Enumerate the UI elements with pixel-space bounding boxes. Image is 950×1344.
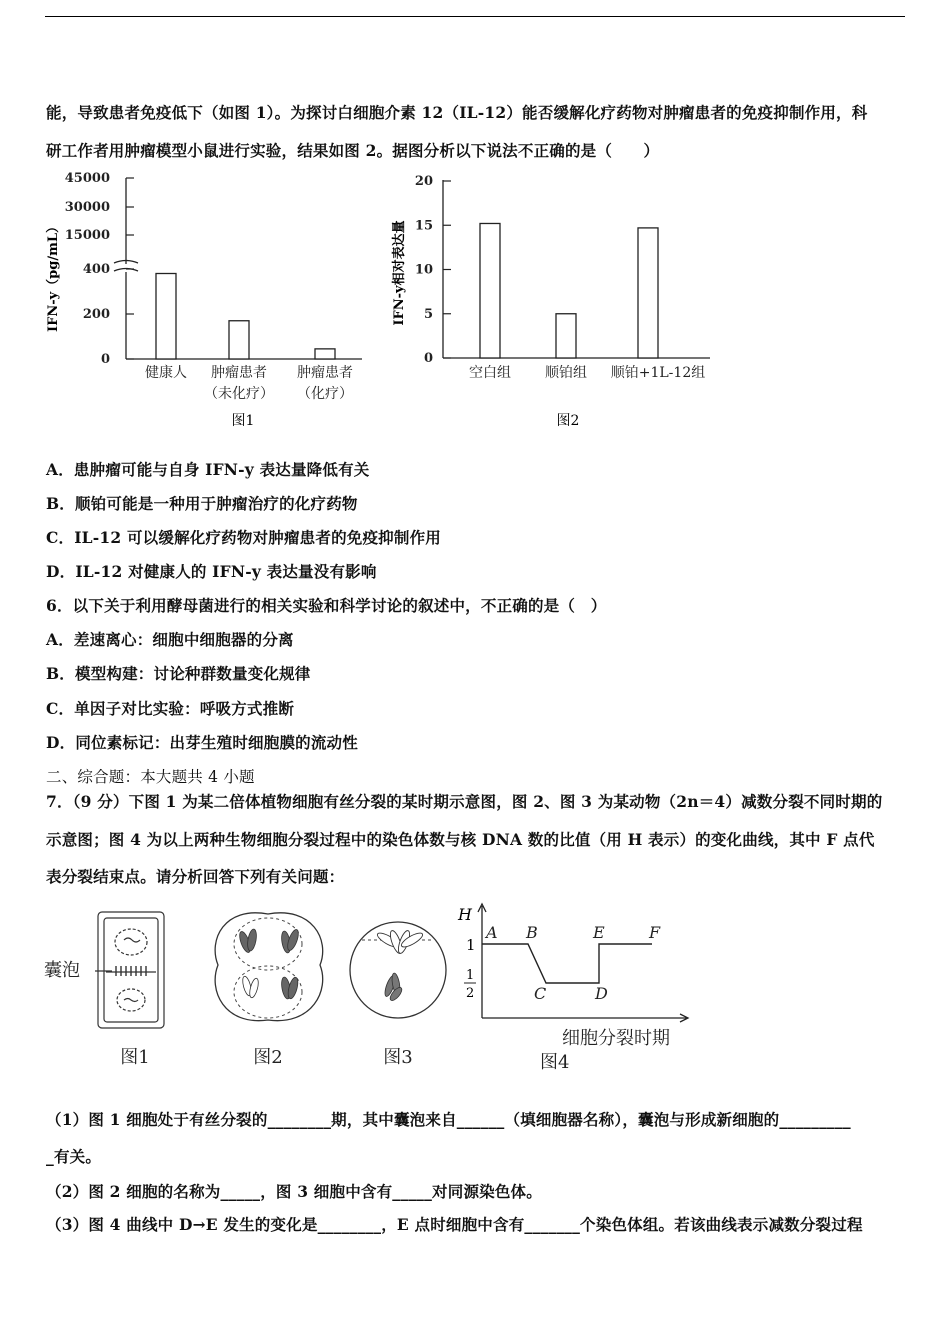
fig4-point-f: F	[649, 923, 661, 942]
fig4-xlabel: 细胞分裂时期	[562, 1028, 670, 1049]
fig1-tick-label: 15000	[64, 228, 110, 243]
q5-option-d: D．IL-12 对健康人的 IFN-y 表达量没有影响	[46, 562, 377, 581]
fig1-tick-label: 0	[100, 352, 110, 367]
cell-figures	[40, 900, 460, 1080]
cell-fig1-caption: 图1	[120, 1047, 150, 1068]
fig2-tick-label: 20	[414, 174, 433, 189]
fig1-tick-label: 30000	[64, 200, 110, 215]
fig2-tick-label: 5	[423, 306, 433, 322]
q7-stem-1: 7．（9 分）下图 1 为某二倍体植物细胞有丝分裂的某时期示意图，图 2、图 3 为某动物（2n＝4）减数分裂不同时期的	[46, 792, 883, 811]
fig4-ytick-half-den: 2	[466, 986, 475, 1001]
fig2-category-label: 顺铂组	[545, 365, 587, 381]
fig1-category-label: 健康人	[145, 365, 187, 381]
q7-sub-1-cont: _有关。	[46, 1147, 102, 1166]
fig2-category-label: 顺铂+1L-12组	[610, 365, 706, 381]
q7-stem-3: 表分裂结束点。请分析回答下列有关问题：	[46, 867, 345, 886]
fig1-tick-label: 200	[82, 307, 110, 322]
q7-sub-3: （3）图 4 曲线中 D→E 发生的变化是________，E 点时细胞中含有_______个染色体组。若该曲线表示减数分裂过程	[46, 1215, 863, 1234]
q7-stem-2: 示意图；图 4 为以上两种生物细胞分裂过程中的染色体数与核 DNA 数的比值（用 H 表示）的变化曲线，其中 F 点代	[46, 830, 875, 849]
q5-option-b: B．顺铂可能是一种用于肿瘤治疗的化疗药物	[46, 494, 358, 513]
fig1-caption: 图1	[231, 413, 255, 429]
fig1-category-label: 肿瘤患者	[211, 365, 267, 381]
header-rule	[45, 16, 905, 17]
fig1-ylabel: IFN-y（pg/mL）	[46, 220, 61, 332]
fig2-bar	[556, 314, 576, 358]
curve-fig4	[452, 898, 702, 1076]
fig1-bar	[315, 349, 335, 359]
fig1-category-label: 肿瘤患者	[297, 365, 353, 381]
fig4-point-d: D	[595, 984, 608, 1003]
fig1-bar	[229, 321, 249, 359]
q6-option-a: A．差速离心：细胞中细胞器的分离	[46, 630, 294, 649]
fig2-bar	[638, 228, 658, 358]
fig4-point-e: E	[593, 923, 605, 942]
q7-sub-1: （1）图 1 细胞处于有丝分裂的________期，其中囊泡来自______（填细胞器名称），囊泡与形成新细胞的_________	[46, 1110, 851, 1129]
cell-fig2-caption: 图2	[253, 1047, 283, 1068]
fig2-category-label: 空白组	[469, 365, 511, 381]
fig2-bar	[480, 223, 500, 358]
q6-option-c: C．单因子对比实验：呼吸方式推断	[46, 699, 295, 718]
fig4-caption: 图4	[540, 1052, 570, 1073]
fig4-point-a: A	[486, 923, 498, 942]
q5-option-c: C．IL-12 可以缓解化疗药物对肿瘤患者的免疫抑制作用	[46, 528, 441, 547]
intro-line-1: 能，导致患者免疫低下（如图 1）。为探讨白细胞介素 12（IL-12）能否缓解化疗药物对肿瘤患者的免疫抑制作用，科	[46, 103, 868, 122]
fig1-category-label: （化疗）	[297, 386, 353, 402]
fig2-tick-label: 15	[414, 218, 433, 234]
q5-option-a: A．患肿瘤可能与自身 IFN-y 表达量降低有关	[46, 460, 370, 479]
fig4-ytick-1: 1	[466, 936, 476, 954]
q6-option-b: B．模型构建：讨论种群数量变化规律	[46, 664, 311, 683]
chart-fig1	[40, 168, 370, 436]
plant-cell-diagram	[95, 912, 164, 1028]
q7-sub-2: （2）图 2 细胞的名称为_____，图 3 细胞中含有_____对同源染色体。	[46, 1182, 542, 1201]
fig2-ylabel: IFN-y相对表达量	[392, 220, 407, 326]
section-heading: 二、综合题：本大题共 4 小题	[46, 768, 255, 786]
animal-cell-fig3-diagram	[350, 922, 446, 1018]
fig4-axes	[478, 904, 688, 1022]
q6-option-d: D．同位素标记：出芽生殖时细胞膜的流动性	[46, 733, 358, 752]
vesicle-label: 囊泡	[44, 960, 80, 981]
animal-cell-fig2-diagram	[215, 913, 323, 1021]
fig4-point-c: C	[534, 984, 547, 1003]
fig4-point-b: B	[526, 923, 538, 942]
fig1-category-label: （未化疗）	[204, 386, 274, 402]
fig1-bar	[156, 274, 176, 360]
fig2-caption: 图2	[556, 413, 580, 429]
fig1-tick-label: 400	[82, 262, 110, 277]
intro-line-2: 研工作者用肿瘤模型小鼠进行实验，结果如图 2。据图分析以下说法不正确的是（ ）	[46, 141, 660, 160]
cell-fig3-caption: 图3	[383, 1047, 413, 1068]
fig2-tick-label: 0	[423, 351, 433, 366]
fig2-tick-label: 10	[414, 262, 433, 278]
fig1-tick-label: 45000	[64, 171, 110, 186]
fig4-curve	[482, 944, 652, 983]
chart-fig2	[385, 168, 725, 436]
q6-stem: 6．以下关于利用酵母菌进行的相关实验和科学讨论的叙述中，不正确的是（ ）	[46, 596, 607, 615]
fig4-ytick-half-num: 1	[466, 968, 475, 983]
fig4-ylabel: H	[458, 905, 472, 924]
